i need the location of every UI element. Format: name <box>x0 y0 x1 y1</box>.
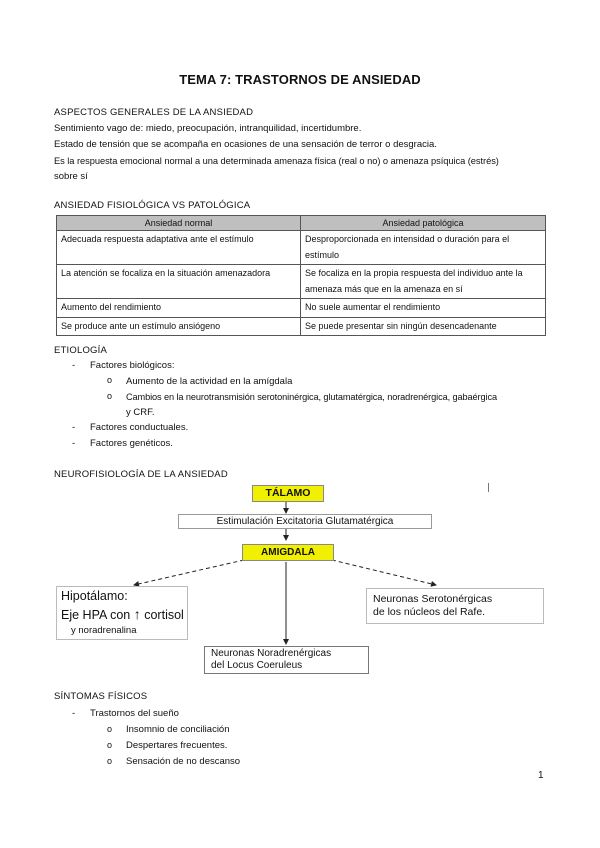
table-cell: Se puede presentar sin ningún desencadenante <box>301 317 546 336</box>
table-row <box>57 299 546 318</box>
amygdala-box: AMIGDALA <box>242 544 334 561</box>
table-row <box>57 231 546 265</box>
serotonergic-box <box>366 588 544 624</box>
circle-bullet: o <box>107 391 113 401</box>
etiology-sub-amygdala: Aumento de la actividad en la amígdala <box>126 376 293 387</box>
general-line-2: Estado de tensión que se acompaña en ocasiones de una sensación de terror o desgracia. <box>54 139 437 150</box>
table-cell: Adecuada respuesta adaptativa ante el estímulo <box>57 231 301 265</box>
comparison-table <box>56 215 546 336</box>
cortisol-label: cortisol <box>144 608 184 622</box>
table-cell: Aumento del rendimiento <box>57 299 301 318</box>
symptoms-item-sleep: Trastornos del sueño <box>90 708 179 719</box>
serotonergic-line-2: de los núcleos del Rafe. <box>373 606 486 618</box>
table-header-row <box>57 216 546 231</box>
hypothalamus-box <box>56 586 188 640</box>
etiology-heading: ETIOLOGÍA <box>54 345 108 356</box>
page-title: TEMA 7: TRASTORNOS DE ANSIEDAD <box>179 72 421 87</box>
symptoms-sub-2: Despertares frecuentes. <box>126 740 228 751</box>
table-cell: La atención se focaliza en la situación amenazadora <box>57 265 301 299</box>
increase-arrow-icon: ↑ <box>133 606 141 622</box>
circle-bullet: o <box>107 724 113 734</box>
dash-bullet: - <box>72 360 76 371</box>
general-line-1: Sentimiento vago de: miedo, preocupación, intranquilidad, incertidumbre. <box>54 123 362 134</box>
stimulation-box: Estimulación Excitatoria Glutamatérgica <box>178 514 432 529</box>
hypothalamus-axis <box>61 606 184 622</box>
symptoms-heading: SÍNTOMAS FÍSICOS <box>54 691 148 702</box>
table-header-normal: Ansiedad normal <box>57 216 301 231</box>
symptoms-sub-3: Sensación de no descanso <box>126 756 241 767</box>
table-cell: Se focaliza en la propia respuesta del individuo ante la amenaza más que en la amenaza en sí <box>301 265 546 299</box>
comparison-heading: ANSIEDAD FISIOLÓGICA VS PATOLÓGICA <box>54 200 251 211</box>
locus-coeruleus-box <box>204 646 369 674</box>
etiology-item-behavioral: Factores conductuales. <box>90 422 189 433</box>
dash-bullet: - <box>72 708 76 719</box>
table-cell: Desproporcionada en intensidad o duración para el estímulo <box>301 231 546 265</box>
etiology-sub-neurotransmission-cont: y CRF. <box>126 407 155 418</box>
circle-bullet: o <box>107 375 113 385</box>
noradrenergic-line-1: Neuronas Noradrenérgicas <box>211 648 332 659</box>
page-number: 1 <box>538 770 544 781</box>
dash-bullet: - <box>72 422 76 433</box>
thalamus-box: TÁLAMO <box>252 485 324 502</box>
general-line-3: Es la respuesta emocional normal a una determinada amenaza física (real o no) o amenaza psíquica (estrés) <box>54 156 499 166</box>
general-heading: ASPECTOS GENERALES DE LA ANSIEDAD <box>54 107 254 118</box>
neurophysiology-diagram <box>54 482 546 682</box>
circle-bullet: o <box>107 756 113 766</box>
etiology-item-genetic: Factores genéticos. <box>90 438 173 449</box>
noradrenergic-line-2: del Locus Coeruleus <box>211 660 303 671</box>
hpa-axis-label: Eje HPA con <box>61 608 131 622</box>
etiology-item-biological: Factores biológicos: <box>90 360 175 371</box>
table-row <box>57 265 546 299</box>
general-line-4: sobre sí <box>54 171 88 182</box>
symptoms-sub-1: Insomnio de conciliación <box>126 724 230 735</box>
neuro-heading: NEUROFISIOLOGÍA DE LA ANSIEDAD <box>54 469 228 480</box>
serotonergic-line-1: Neuronas Serotonérgicas <box>373 593 493 605</box>
circle-bullet: o <box>107 740 113 750</box>
noradrenaline-label: y noradrenalina <box>71 625 137 636</box>
table-cell: No suele aumentar el rendimiento <box>301 299 546 318</box>
hypothalamus-title: Hipotálamo: <box>61 589 128 603</box>
table-cell: Se produce ante un estímulo ansiógeno <box>57 317 301 336</box>
dash-bullet: - <box>72 438 76 449</box>
table-header-pathological: Ansiedad patológica <box>301 216 546 231</box>
etiology-sub-neurotransmission: Cambios en la neurotransmisión serotoninérgica, glutamatérgica, noradrenérgica, gabaérgica <box>126 392 497 402</box>
table-row <box>57 317 546 336</box>
